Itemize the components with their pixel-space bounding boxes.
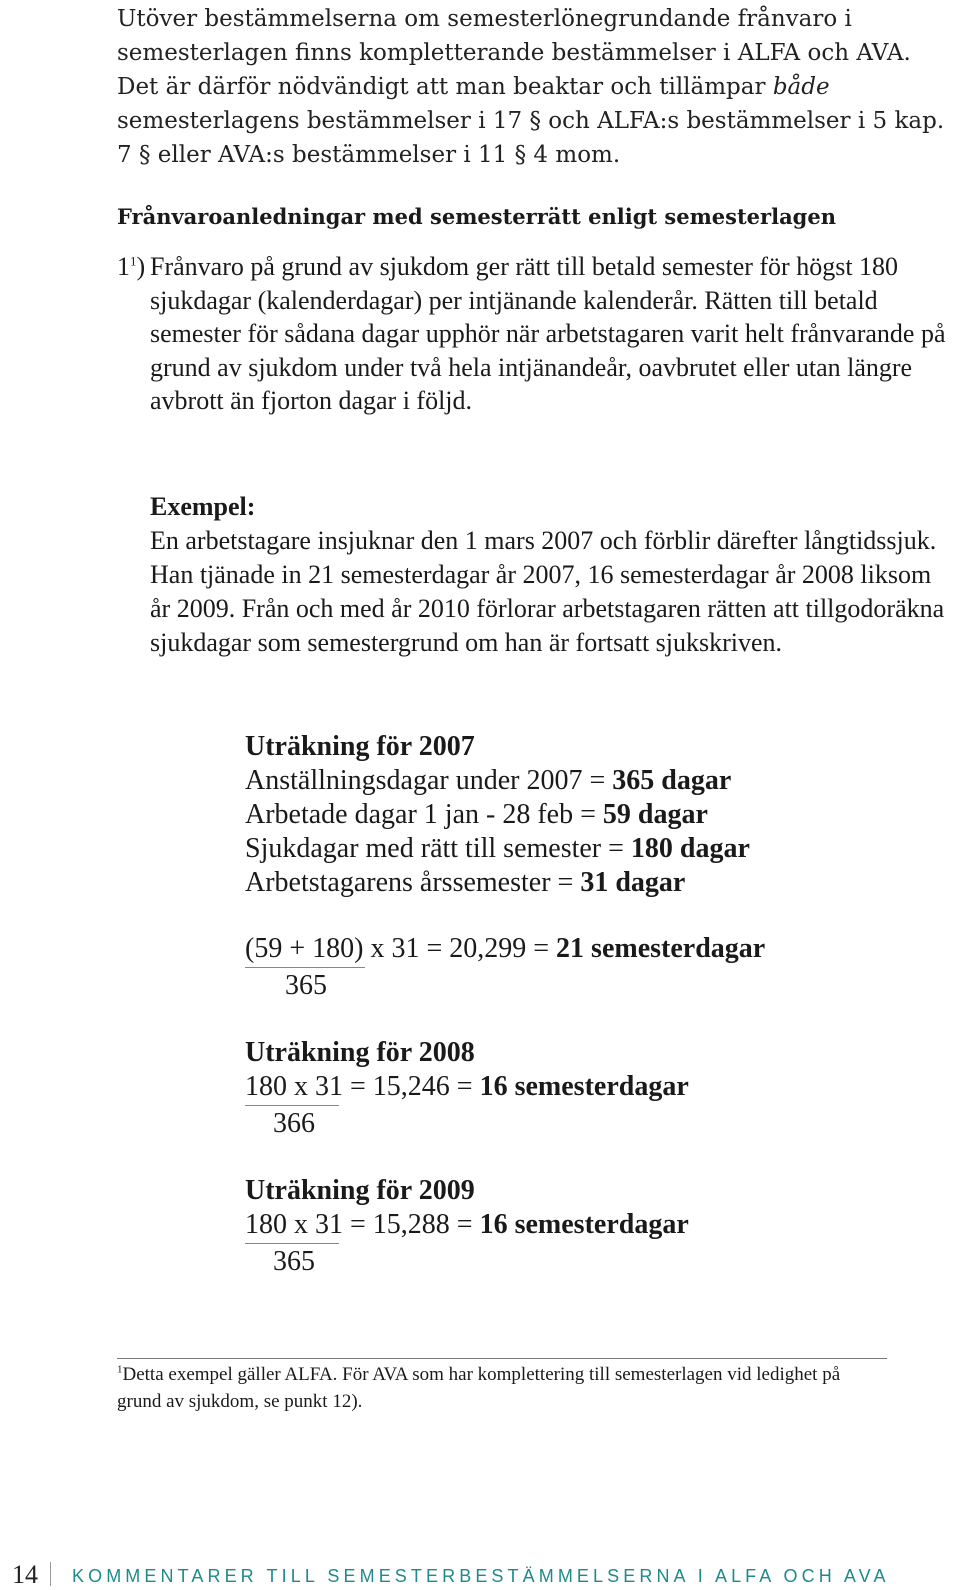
calc-2009-formula: 180 x 31 365 = 15,288 = 16 semesterdagar — [245, 1209, 689, 1277]
intro-text-part1: Utöver bestämmelserna om semesterlönegrundande frånvaro i semesterlagen finns kompletterande bestämmelser i ALFA och AVA. Det är därför nödvändigt att man beaktar och tillämpar — [117, 6, 911, 100]
footer-divider — [50, 1562, 51, 1586]
denominator: 366 — [273, 1108, 315, 1139]
calc-2007-row: Anställningsdagar under 2007 = 365 dagar — [245, 765, 732, 796]
section-heading: Frånvaroanledningar med semesterrätt enligt semesterlagen — [117, 204, 836, 229]
page-number: 14 — [12, 1560, 38, 1589]
numerator: 180 x 31 — [245, 1071, 343, 1102]
calculation-2008 — [245, 1036, 689, 1139]
running-title: KOMMENTARER TILL SEMESTERBESTÄMMELSERNA I ALFA OCH AVA — [72, 1566, 890, 1586]
calc-2007-title: Uträkning för 2007 — [245, 731, 475, 762]
denominator: 365 — [273, 1246, 315, 1277]
numerator: (59 + 180) — [245, 933, 364, 964]
intro-text-part2: semesterlagens bestämmelser i 17 § och ALFA:s bestämmelser i 5 kap. 7 § eller AVA:s bestämmelser i 11 § 4 mom. — [117, 108, 945, 168]
fraction-line — [245, 1105, 339, 1106]
calc-2008-title: Uträkning för 2008 — [245, 1037, 475, 1068]
footnote-ref: 1 — [130, 253, 137, 269]
footnote-marker: 1 — [117, 1363, 123, 1376]
list-item-text: Frånvaro på grund av sjukdom ger rätt till betald semester för högst 180 sjukdagar (kalenderdagar) per intjänande kalenderår. Rätten till betald semester för sådana dagar upphör när arbetstagaren varit helt frånvarande på grund av sjukdom under två hela intjänandeår, oavbrutet eller utan längre avbrott än fjorton dagar i följd. — [150, 252, 946, 415]
fraction — [245, 1209, 343, 1277]
page-footer — [0, 1560, 960, 1588]
fraction — [245, 933, 364, 1001]
footnote — [117, 1358, 887, 1415]
fraction-line — [245, 967, 365, 968]
denominator: 365 — [285, 970, 327, 1001]
calc-2007-row: Sjukdagar med rätt till semester = 180 dagar — [245, 833, 750, 864]
calc-2007-row: Arbetstagarens årssemester = 31 dagar — [245, 867, 686, 898]
calculation-2007 — [245, 730, 766, 1001]
calc-2008-formula: 180 x 31 366 = 15,246 = 16 semesterdagar — [245, 1071, 689, 1139]
fraction-line — [245, 1243, 339, 1244]
numerator: 180 x 31 — [245, 1209, 343, 1240]
list-item-number: $1^1$) — [117, 252, 146, 281]
footnote-text: Detta exempel gäller ALFA. För AVA som har komplettering till semesterlagen vid ledighet på grund av sjukdom, se punkt 12). — [117, 1364, 841, 1412]
list-item-1 — [117, 250, 947, 418]
intro-emphasis: både — [772, 74, 830, 100]
example-label: Exempel: — [150, 492, 256, 521]
calc-2007-row: Arbetade dagar 1 jan - 28 feb = 59 dagar — [245, 799, 708, 830]
example-block — [150, 490, 950, 660]
fraction — [245, 1071, 343, 1139]
calc-2007-formula: (59 + 180) 365 x 31 = 20,299 = 21 semesterdagar — [245, 933, 766, 1001]
intro-paragraph — [117, 2, 947, 172]
calc-2009-title: Uträkning för 2009 — [245, 1175, 475, 1206]
example-text: En arbetstagare insjuknar den 1 mars 2007 och förblir därefter långtidssjuk. Han tjänade in 21 semesterdagar år 2007, 16 semesterdagar år 2008 liksom år 2009. Från och med år 2010 förlorar arbetstagaren rätten att tillgodoräkna sjukdagar som semestergrund om han är fortsatt sjukskriven. — [150, 526, 945, 657]
calculation-2009 — [245, 1174, 689, 1277]
